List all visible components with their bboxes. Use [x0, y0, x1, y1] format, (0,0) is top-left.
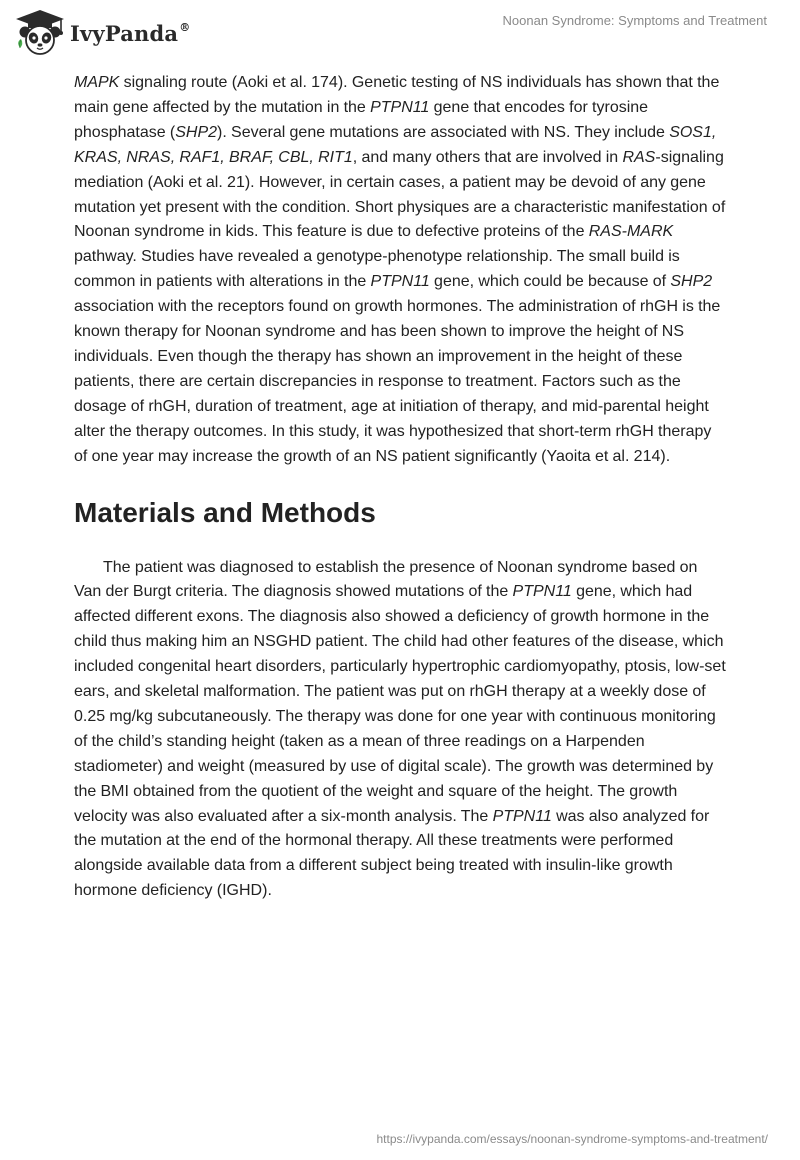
- italic-term: PTPN11: [492, 807, 552, 825]
- document-title: Noonan Syndrome: Symptoms and Treatment: [502, 13, 767, 28]
- source-url[interactable]: https://ivypanda.com/essays/noonan-syndrome-symptoms-and-treatment/: [376, 1132, 768, 1146]
- ivypanda-logo[interactable]: [14, 8, 190, 56]
- text-run: association with the receptors found on growth hormones. The administration of rhGH is the known therapy for Noonan syndrome and has been shown to improve the height of NS individuals. Even though the therapy has shown an improvement in the height of these patients, there are certain discrepancies in response to treatment. Factors such as the dosage of rhGH, duration of treatment, age at initiation of therapy, and mid-parental height alter the therapy outcomes. In this study, it was hypothesized that short-term rhGH therapy of one year may increase the growth of an NS patient significantly (Yaoita et al. 214).: [74, 298, 721, 465]
- brand-name: IvyPanda®: [70, 20, 191, 46]
- text-run: -signaling mediation (Aoki et al. 21). However, in certain cases, a patient may be devoid of any gene mutation yet present with the condition. Short physiques are a characteristic manifestation of Noonan syndrome in kids. This feature is due to defective proteins of the: [74, 148, 726, 241]
- paragraph-intro: [74, 71, 726, 470]
- registered-mark: ®: [179, 20, 191, 34]
- italic-term: SHP2: [175, 123, 218, 141]
- italic-term: RAS-MARK: [588, 223, 674, 241]
- essay-body: [74, 71, 726, 904]
- text-run: was also analyzed for the mutation at the end of the hormonal therapy. All these treatments were performed alongside available data from a different subject being treated with insulin-like growth hormone deficiency (IGHD).: [74, 807, 710, 900]
- text-run: gene, which could be because of: [429, 273, 671, 291]
- italic-term: SOS1, KRAS, NRAS, RAF1, BRAF, CBL, RIT1: [74, 123, 717, 166]
- italic-term: PTPN11: [512, 583, 572, 601]
- text-run: gene that encodes for tyrosine phosphatase (: [74, 98, 649, 141]
- page-header: [0, 0, 800, 70]
- panda-graduate-icon: [14, 8, 66, 56]
- text-run: , and many others that are involved in: [352, 148, 623, 166]
- italic-term: RAS: [622, 148, 656, 166]
- italic-term: SHP2: [670, 273, 713, 291]
- italic-term: MAPK: [74, 74, 120, 91]
- text-run: pathway. Studies have revealed a genotype-phenotype relationship. The small build is common in patients with alterations in the: [74, 248, 680, 291]
- text-run: signaling route (Aoki et al. 174). Genetic testing of NS individuals has shown that the main gene affected by the mutation in the: [74, 74, 720, 116]
- paragraph-methods: [74, 556, 726, 905]
- italic-term: PTPN11: [370, 98, 430, 116]
- italic-term: PTPN11: [370, 273, 430, 291]
- text-run: ). Several gene mutations are associated with NS. They include: [217, 123, 670, 141]
- section-heading-materials-methods: Materials and Methods: [74, 496, 376, 528]
- text-run: gene, which had affected different exons. The diagnosis also showed a deficiency of growth hormone in the child thus making him an NSGHD patient. The child had other features of the disease, which included congenital heart disorders, particularly hypertrophic cardiomyopathy, ptosis, low-set ears, and skeletal malformation. The patient was put on rhGH therapy at a weekly dose of 0.25 mg/kg subcutaneously. The therapy was done for one year with continuous monitoring of the child’s standing height (taken as a mean of three readings on a Harpenden stadiometer) and weight (measured by use of digital scale). The growth was determined by the BMI obtained from the quotient of the weight and square of the height. The growth velocity was also evaluated after a six-month analysis. The: [74, 583, 726, 825]
- text-run: The patient was diagnosed to establish the presence of Noonan syndrome based on Van der Burgt criteria. The diagnosis showed mutations of the: [74, 558, 698, 601]
